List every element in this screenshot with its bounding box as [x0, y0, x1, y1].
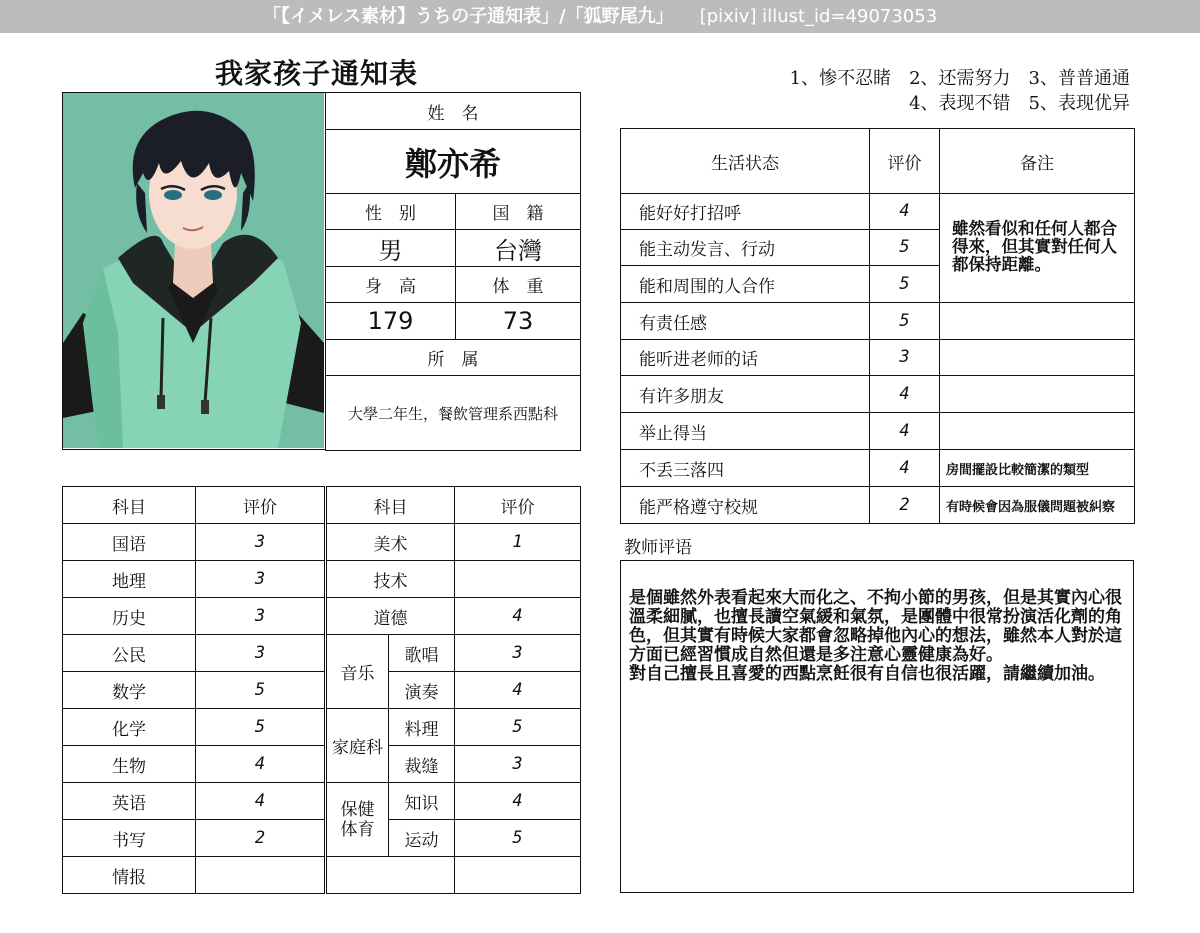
gender-value: 男 [326, 230, 456, 267]
weight-label: 体 重 [456, 267, 581, 303]
subject-name: 历史 [63, 598, 196, 635]
life-remark [940, 376, 1135, 413]
subject-grade: 5 [196, 672, 326, 709]
life-item: 能主动发言、行动 [621, 230, 870, 266]
life-item: 有许多朋友 [621, 376, 870, 413]
banner-title: 「【イメレス素材】うちの子通知表」/「狐野尾九」 [262, 6, 674, 27]
subject-grade: 3 [196, 598, 326, 635]
empty-cell [326, 857, 455, 894]
nationality-label: 国 籍 [456, 194, 581, 230]
subject-name: 英语 [63, 783, 196, 820]
life-grade: 4 [870, 194, 940, 230]
subject-group-home: 家庭科 [326, 709, 389, 783]
subject-grade: 5 [196, 709, 326, 746]
subject-group-music: 音乐 [326, 635, 389, 709]
life-item: 不丢三落四 [621, 450, 870, 487]
profile-table [325, 92, 581, 451]
teacher-comment-label: 教师评语 [624, 538, 692, 558]
life-remark: 有時候會因為服儀問題被糾察 [940, 487, 1135, 524]
life-remark [940, 303, 1135, 340]
life-grade: 5 [870, 303, 940, 340]
subject-name-tech: 技术 [326, 561, 455, 598]
subject-grade: 3 [196, 561, 326, 598]
subject-group-pe: 保健 体育 [326, 783, 389, 857]
life-item: 能和周围的人合作 [621, 266, 870, 303]
col-life-item-header: 生活状态 [621, 129, 870, 194]
teacher-comment-paragraph-2: 對自己擅長且喜愛的西點烹飪很有自信也很活躍，請繼續加油。 [629, 664, 1105, 684]
subject-name: 国语 [63, 524, 196, 561]
life-item: 有责任感 [621, 303, 870, 340]
subject-grade-art: 1 [455, 524, 581, 561]
subject-name-art: 美术 [326, 524, 455, 561]
life-grade: 5 [870, 230, 940, 266]
affiliation-value: 大學二年生，餐飲管理系西點科 [326, 376, 581, 451]
subject-grade-tech [455, 561, 581, 598]
subject-name-ethics: 道德 [326, 598, 455, 635]
teacher-comment-paragraph-1: 是個雖然外表看起來大而化之、不拘小節的男孩，但是其實內心很溫柔細膩，也擅長讀空氣緩和氣氛，是團體中很常扮演活化劑的角色，但其實有時候大家都會忽略掉他內心的想法，雖然本人對於這方面已經習慣成自然但還是多注意心靈健康為好。 [629, 588, 1122, 665]
subject-grade: 5 [455, 820, 581, 857]
subject-grade: 3 [196, 635, 326, 672]
subject-name: 公民 [63, 635, 196, 672]
life-item: 能严格遵守校规 [621, 487, 870, 524]
legend-line-2: 4、表现不错 5、表现优异 [909, 93, 1130, 114]
grade-legend [640, 66, 1130, 116]
subject-grade-ethics: 4 [455, 598, 581, 635]
subject-grade: 2 [196, 820, 326, 857]
nationality-value: 台灣 [456, 230, 581, 267]
subject-grade: 3 [455, 746, 581, 783]
life-remark [940, 413, 1135, 450]
subject-grade: 4 [196, 746, 326, 783]
subject-name: 裁缝 [389, 746, 455, 783]
subject-grade: 4 [196, 783, 326, 820]
life-remark [940, 340, 1135, 376]
character-portrait [62, 92, 326, 450]
life-grade: 4 [870, 376, 940, 413]
subject-grade [196, 857, 326, 894]
height-value: 179 [326, 303, 456, 340]
name-value: 鄭亦希 [326, 130, 581, 194]
subject-name: 地理 [63, 561, 196, 598]
subject-grade: 5 [455, 709, 581, 746]
life-remark-merged: 雖然看似和任何人都合得來，但其實對任何人都保持距離。 [940, 194, 1135, 303]
life-grade: 5 [870, 266, 940, 303]
life-grade: 2 [870, 487, 940, 524]
subject-name: 书写 [63, 820, 196, 857]
subject-name: 运动 [389, 820, 455, 857]
empty-cell [455, 857, 581, 894]
gender-label: 性 别 [326, 194, 456, 230]
life-grade: 4 [870, 413, 940, 450]
weight-value: 73 [456, 303, 581, 340]
height-label: 身 高 [326, 267, 456, 303]
portrait-illustration [63, 93, 324, 448]
source-banner [0, 0, 1200, 33]
subject-grade: 4 [455, 672, 581, 709]
life-item: 能听进老师的话 [621, 340, 870, 376]
subject-name: 化学 [63, 709, 196, 746]
subject-grade: 3 [455, 635, 581, 672]
life-item: 能好好打招呼 [621, 194, 870, 230]
life-grade: 3 [870, 340, 940, 376]
teacher-comment-box [620, 560, 1134, 893]
life-item: 举止得当 [621, 413, 870, 450]
subject-name: 数学 [63, 672, 196, 709]
subject-name: 歌唱 [389, 635, 455, 672]
life-remark: 房間擺設比較簡潔的類型 [940, 450, 1135, 487]
banner-pixiv-id: [pixiv] illust_id=49073053 [699, 6, 938, 27]
subject-name: 情报 [63, 857, 196, 894]
life-grade: 4 [870, 450, 940, 487]
subject-grades-table [62, 486, 581, 894]
subject-name: 生物 [63, 746, 196, 783]
subject-name: 知识 [389, 783, 455, 820]
col-life-remark-header: 备注 [940, 129, 1135, 194]
col-grade-header: 评价 [196, 487, 326, 524]
subject-name: 料理 [389, 709, 455, 746]
legend-line-1: 1、惨不忍睹 2、还需努力 3、普普通通 [789, 68, 1130, 89]
affiliation-label: 所 属 [326, 340, 581, 376]
subject-name: 演奏 [389, 672, 455, 709]
col-subject-header: 科目 [63, 487, 196, 524]
col-life-grade-header: 评价 [870, 129, 940, 194]
page-title: 我家孩子通知表 [215, 57, 419, 90]
name-label: 姓 名 [326, 93, 581, 130]
life-status-table [620, 128, 1135, 524]
subject-grade: 3 [196, 524, 326, 561]
subject-grade: 4 [455, 783, 581, 820]
col-subject-header-2: 科目 [326, 487, 455, 524]
col-grade-header-2: 评价 [455, 487, 581, 524]
